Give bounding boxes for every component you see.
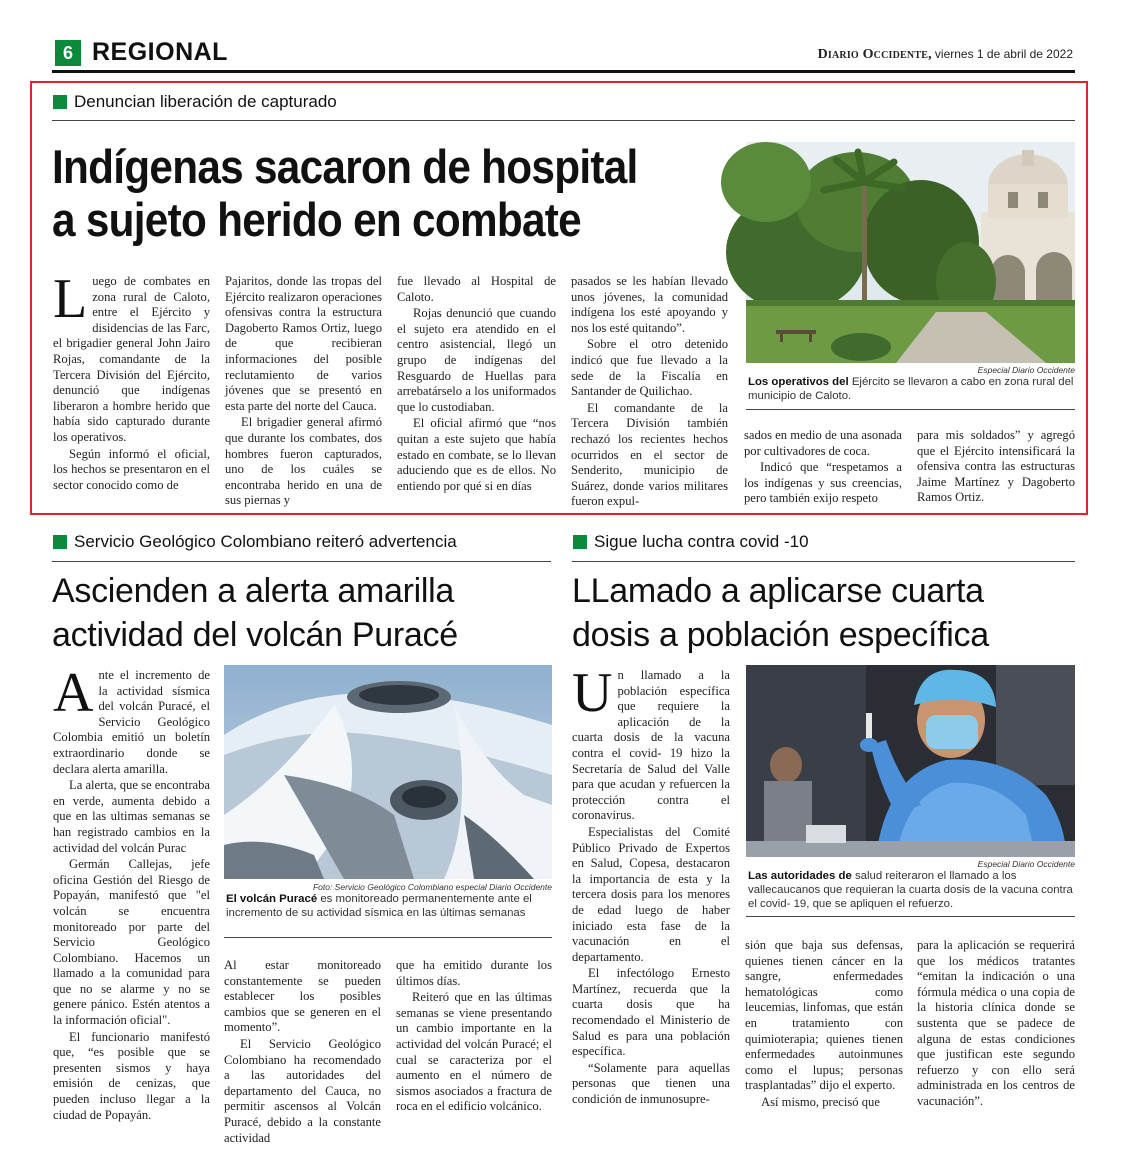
article3-col1-p3: El infectólogo Ernesto Martínez, recuerda que la cuarta dosis que ha recomendado el Ministerio de Salud es para una población específica.	[572, 966, 730, 1059]
article1-col3-p2: Rojas denunció que cuando el sujeto era atendido en el centro asistencial, llegó un grupo de indígenas del Resguardo de Huellas para arrebatárselo a los uniformados que lo custodiaban.	[397, 306, 556, 414]
article2-column-1	[53, 662, 210, 1128]
article3-column-3	[917, 938, 1075, 1128]
article3-headline-line2: dosis a población específica	[572, 615, 989, 654]
article1-column-4	[571, 274, 728, 510]
article3-col1-p2: Especialistas del Comité Público Privado de Expertos en Salud, Copesa, destacaron la importancia de esta y la tercera dosis para los menores de edad luego de haber iniciado esta fase de la vacunación en el departamento.	[572, 824, 730, 964]
article1-kicker	[53, 92, 337, 112]
article3-dropcap: U	[572, 662, 613, 724]
article1-col2-p2: El brigadier general afirmó que durante los combates, dos hombres fueron capturados, uno de los cuáles se encontraba herido en una de sus piernas y	[225, 415, 382, 508]
kicker-square-icon	[53, 535, 67, 549]
article1-column-3	[397, 274, 556, 510]
article3-column-2	[745, 938, 903, 1128]
article1-caption-rule	[746, 409, 1075, 410]
article3-caption-bold: Las autoridades de	[748, 870, 852, 882]
article3-col1-p4: “Solamente para aquellas personas que tienen una condición de inmunosupre-	[572, 1060, 730, 1107]
article2-photo-volcano	[224, 665, 552, 879]
article1-caption	[748, 375, 1075, 403]
masthead	[818, 47, 1073, 63]
article2-col1-p3: Germán Callejas, jefe oficina Gestión del Riesgo de Popayán, manifestó que "el volcán se encuentra monitoreado por parte del Servicio Geológico Colombiano. Hacemos un llamado a la comunidad para que no se alarme y no se genere pánico. Estén atentos a la información oficial".	[53, 857, 210, 1028]
article3-column-1	[572, 662, 730, 1128]
article3-photo-credit: Especial Diario Occidente	[977, 859, 1075, 869]
article1-column-6	[917, 428, 1075, 510]
article2-column-3	[396, 958, 552, 1128]
article2-caption	[226, 892, 552, 920]
article2-dropcap: A	[53, 662, 94, 724]
header-rule	[52, 70, 1075, 73]
article1-col3-p3: El oficial afirmó que “nos quitan a este sujeto que había estado en combate, se lo llevan aduciendo que es de ellos. No entiendo por qué si en días	[397, 416, 556, 493]
article1-headline	[52, 141, 703, 246]
article2-column-2	[224, 958, 381, 1145]
article3-col1-p1: Un llamado a la población específica que requiere la aplicación de la cuarta dosis de la vacuna contra el covid- 19 hizo la Secretaría de Salud del Valle para que acudan y refuercen la protección contra el coronavirus.	[572, 662, 730, 823]
kicker-square-icon	[573, 535, 587, 549]
article1-column-2	[225, 274, 382, 510]
article2-headline	[52, 570, 458, 657]
article1-photo-park	[746, 142, 1075, 363]
article2-col3-p2: Reiteró que en las últimas semanas se viene presentando un cambio importante en la actividad del volcán Puracé; el cual se caracteriza por el aumento en el número de sismos asociados a fractura de roca en el edificio volcánico.	[396, 990, 552, 1114]
article3-headline-line1: LLamado a aplicarse cuarta	[572, 572, 984, 610]
article1-caption-text: Ejército se llevaron a cabo en zona rural del municipio de Caloto.	[748, 376, 1074, 402]
section-title: REGIONAL	[92, 38, 228, 66]
article2-caption-bold: El volcán Puracé	[226, 893, 318, 905]
article3-caption-text: salud reiteraron el llamado a los vallecaucanos que requieran la cuarta dosis de la vacuna contra el covid- 19, que se apliquen el refuerzo.	[748, 870, 1073, 910]
article1-col2-p1: Pajaritos, donde las tropas del Ejército realizaron operaciones ofensivas contra la estructura Dagoberto Ramos Ortiz, luego de que recibieran informaciones del posible reclutamiento de varios jóvenes que se presentó en esta parte del norte del Cauca.	[225, 274, 382, 413]
article2-col2-p2: El Servicio Geológico Colombiano ha recomendado a las autoridades del departamento del Cauca, no permitir ascensos al Volcán Puracé, debido a la constante actividad	[224, 1036, 381, 1145]
article1-col4-p1: pasados se les habían llevado unos jóvenes, la comunidad indígena los esté apoyando y nos los esté quitando”.	[571, 274, 728, 335]
article2-caption-rule	[224, 937, 552, 938]
article1-column-5	[744, 428, 902, 510]
article2-headline-line2: actividad del volcán Puracé	[52, 615, 458, 654]
article2-photo-credit: Foto: Servicio Geológico Colombiano especial Diario Occidente	[312, 882, 552, 892]
article3-photo-vaccination	[746, 665, 1075, 857]
article1-dropcap: L	[53, 268, 88, 330]
article2-kicker	[53, 532, 457, 552]
newspaper-name: Diario Occidente,	[817, 47, 932, 62]
article3-col2-p1: sión que baja sus defensas, quienes tienen cáncer en la sangre, enfermedades hematológicas como leucemias, linfomas, que están en tratamiento con quimioterapia; quienes tienen enfermedades autoinmunes como el lupus; personas trasplantadas” dijo el experto.	[745, 938, 903, 1093]
article1-column-1	[53, 268, 210, 510]
article2-col1-p2: La alerta, que se encontraba en verde, aumenta debido a que en las ultimas semanas se han registrado cambios en la actividad del volcán Purac	[53, 778, 210, 855]
article2-caption-text: es monitoreado permanentemente ante el incremento de su actividad sísmica en las últimas semanas	[226, 893, 532, 919]
article3-caption-rule	[746, 916, 1075, 917]
page-number: 6	[55, 40, 81, 66]
article3-kicker	[573, 532, 809, 552]
article1-col4-p2: Sobre el otro detenido indicó que fue llevado a la sede de la Fiscalía en Santander de Quilichao.	[571, 337, 728, 399]
article3-kicker-rule	[572, 561, 1075, 562]
article2-kicker-text: Servicio Geológico Colombiano reiteró advertencia	[74, 532, 457, 551]
article1-headline-line1: Indígenas sacaron de hospital	[52, 140, 638, 193]
article1-kicker-text: Denuncian liberación de capturado	[74, 92, 337, 111]
article3-kicker-text: Sigue lucha contra covid -10	[594, 532, 809, 551]
article1-col5-p2: Indicó que “respetamos a los indígenas y sus creencias, pero también exijo respeto	[744, 460, 902, 506]
article3-caption	[748, 869, 1075, 911]
article2-col2-p1: Al estar monitoreado constantemente se pueden establecer los posibles cambios que se generen en el momento”.	[224, 958, 381, 1035]
article1-col1-p1: Luego de combates en zona rural de Caloto, entre el Ejército y disidencias de las Farc, el brigadier general John Jairo Rojas, comandante de la Tercera División del Ejército, denunció que indígenas liberaron a hombre herido que había sido capturado durante los operativos.	[53, 268, 210, 444]
kicker-square-icon	[53, 95, 67, 109]
article1-headline-line2: a sujeto herido en combate	[52, 192, 581, 246]
article3-col2-p2: Así mismo, precisó que	[761, 1094, 880, 1109]
article2-headline-line1: Ascienden a alerta amarilla	[52, 572, 455, 610]
article2-kicker-rule	[52, 561, 551, 562]
article2-col3-p1: que ha emitido durante los últimos días.	[396, 958, 552, 988]
article1-col1-p2: Según informó el oficial, los hechos se presentaron en el sector conocido como de	[53, 446, 210, 492]
issue-date: viernes 1 de abril de 2022	[934, 47, 1073, 61]
article1-col6-p1: para mis soldados” y agregó que el Ejército intensificará la ofensiva contra las estructuras Jaime Martínez y Dagoberto Ramos Ortiz.	[917, 428, 1075, 505]
article2-col1-p1: Ante el incremento de la actividad sísmica del volcán Puracé, el Servicio Geológico Colombia emitió un boletín extraordinario donde se declara alerta amarilla.	[53, 662, 210, 776]
article1-col4-p3: El comandante de la Tercera División también rechazó los recientes hechos ocurridos en el sector de Senderito, municipio de Suárez, donde varios militares fueron expul-	[571, 400, 728, 509]
article3-col3-p1: para la aplicación se requerirá que los médicos tratantes “emitan la indicación o una fórmula médica o una copia de la historia clínica donde se sustenta que se padece de alguna de estas condiciones que justifican este segundo refuerzo y con ello será administrada en los centros de vacunación”.	[917, 938, 1075, 1108]
article2-col1-p4: El funcionario manifestó que, “es posible que se presenten sismos y haya emisión de cenizas, que pueden incluso llegar a la ciudad de Popayán.	[53, 1029, 210, 1122]
article1-photo-credit: Especial Diario Occidente	[977, 365, 1075, 375]
article1-col5-p1: sados en medio de una asonada por cultivadores de coca.	[744, 428, 902, 458]
article1-caption-bold: Los operativos del	[748, 376, 849, 388]
article1-col3-p1: fue llevado al Hospital de Caloto.	[397, 274, 556, 304]
article3-headline	[572, 570, 989, 657]
article1-kicker-rule	[52, 120, 1075, 121]
